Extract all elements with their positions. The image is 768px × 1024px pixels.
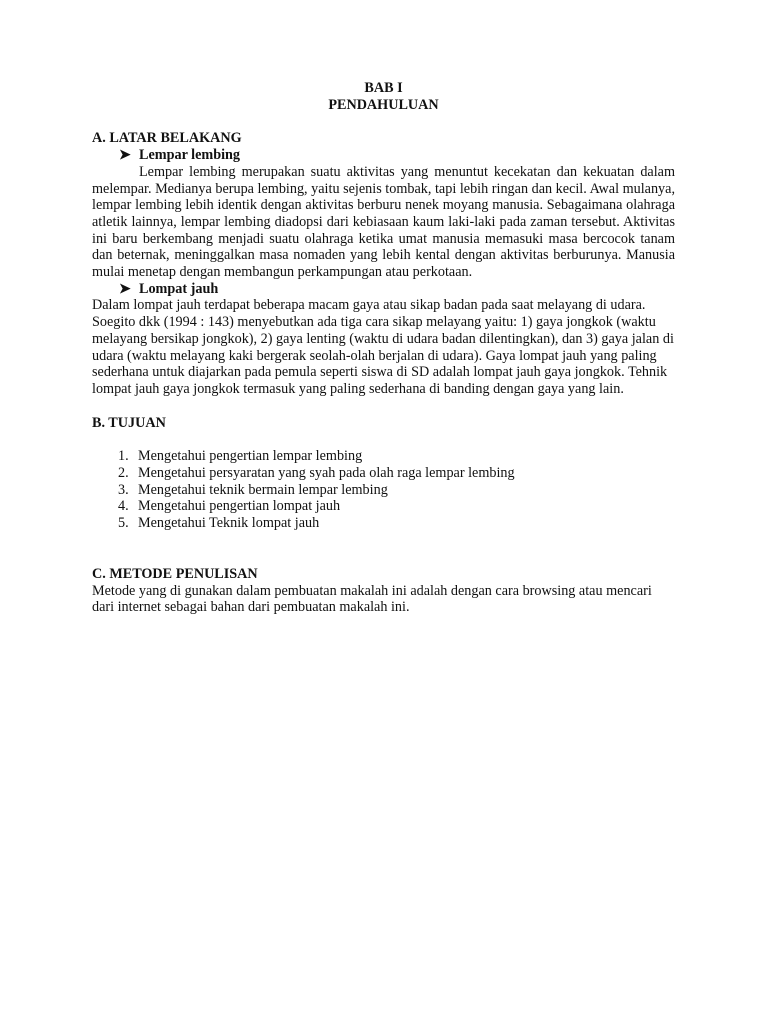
section-b-heading: B. TUJUAN xyxy=(92,414,166,431)
list-number: 5. xyxy=(118,515,129,532)
list-number: 4. xyxy=(118,498,129,515)
list-item xyxy=(118,482,675,499)
chapter-number: BAB I xyxy=(364,80,403,96)
list-item-text: Mengetahui persyaratan yang syah pada olah raga lempar lembing xyxy=(138,465,515,482)
list-item-text: Mengetahui pengertian lempar lembing xyxy=(138,448,363,465)
spacer xyxy=(92,113,675,130)
list-number: 1. xyxy=(118,448,129,465)
spacer xyxy=(92,431,675,448)
list-number: 3. xyxy=(118,481,129,498)
list-item-text: Mengetahui teknik bermain lempar lembing xyxy=(138,481,388,498)
paragraph-lompat-jauh: Dalam lompat jauh terdapat beberapa macam gaya atau sikap badan pada saat melayang di udara. Soegito dkk (1994 : 143) menyebutkan ada tiga cara sikap melayang yaitu: 1) gaya jongkok (waktu melayang bersikap jongkok), 2) gaya lenting (waktu di udara badan dilentingkan), dan 3) gaya jalan di udara (waktu melayang kaki bergerak seolah-olah berjalan di udara). Gaya lompat jauh yang paling sederhana untuk diajarkan pada pemula seperti siswa di SD adalah lompat jauh gaya jongkok. Tehnik lompat jauh gaya jongkok termasuk yang paling sederhana di banding dengan gaya yang lain. xyxy=(92,297,674,397)
list-item-text: Mengetahui Teknik lompat jauh xyxy=(138,515,320,532)
list-item xyxy=(118,515,675,532)
list-item xyxy=(118,498,675,515)
list-item xyxy=(118,448,675,465)
list-item xyxy=(118,465,675,482)
document-content xyxy=(92,80,675,616)
subsection-title-text: Lompat jauh xyxy=(139,280,219,297)
subsection-lompat-jauh-title xyxy=(92,281,675,298)
list-item-text: Mengetahui pengertian lompat jauh xyxy=(138,498,341,515)
spacer xyxy=(92,398,675,415)
spacer xyxy=(92,532,675,566)
paragraph-lempar-lembing: Lempar lembing merupakan suatu aktivitas yang menuntut kecekatan dan kekuatan dalam melempar. Medianya berupa lembing, yaitu sejenis tombak, tapi lebih ringan dan kecil. Awal mulanya, lempar lembing lebih identik dengan aktivitas berburu nenek moyang manusia. Sebagaimana olahraga atletik lainnya, lempar lembing diadopsi dari kebiasaan kaum laki-laki pada zaman tersebut. Aktivitas ini baru berkembang menjadi suatu olahraga ketika umat manusia memasuki masa bercocok tanam dan beternak, meninggalkan masa nomaden yang lebih kental dengan aktivitas berburunya. Manusia mulai menetap dengan membangun perkampungan atau perkotaan. xyxy=(92,163,675,281)
arrow-bullet-icon: ➤ xyxy=(119,280,131,297)
section-a-heading: A. LATAR BELAKANG xyxy=(92,130,242,147)
list-number: 2. xyxy=(118,465,129,482)
paragraph-metode: Metode yang di gunakan dalam pembuatan makalah ini adalah dengan cara browsing atau mencari dari internet sebagai bahan dari pembuatan makalah ini. xyxy=(92,582,652,616)
subsection-title-text: Lempar lembing xyxy=(139,147,241,164)
arrow-bullet-icon: ➤ xyxy=(119,147,131,164)
subsection-lempar-lembing-title xyxy=(92,147,675,164)
chapter-title: PENDAHULUAN xyxy=(328,96,439,113)
objectives-list xyxy=(92,448,675,532)
section-c-heading: C. METODE PENULISAN xyxy=(92,565,258,582)
